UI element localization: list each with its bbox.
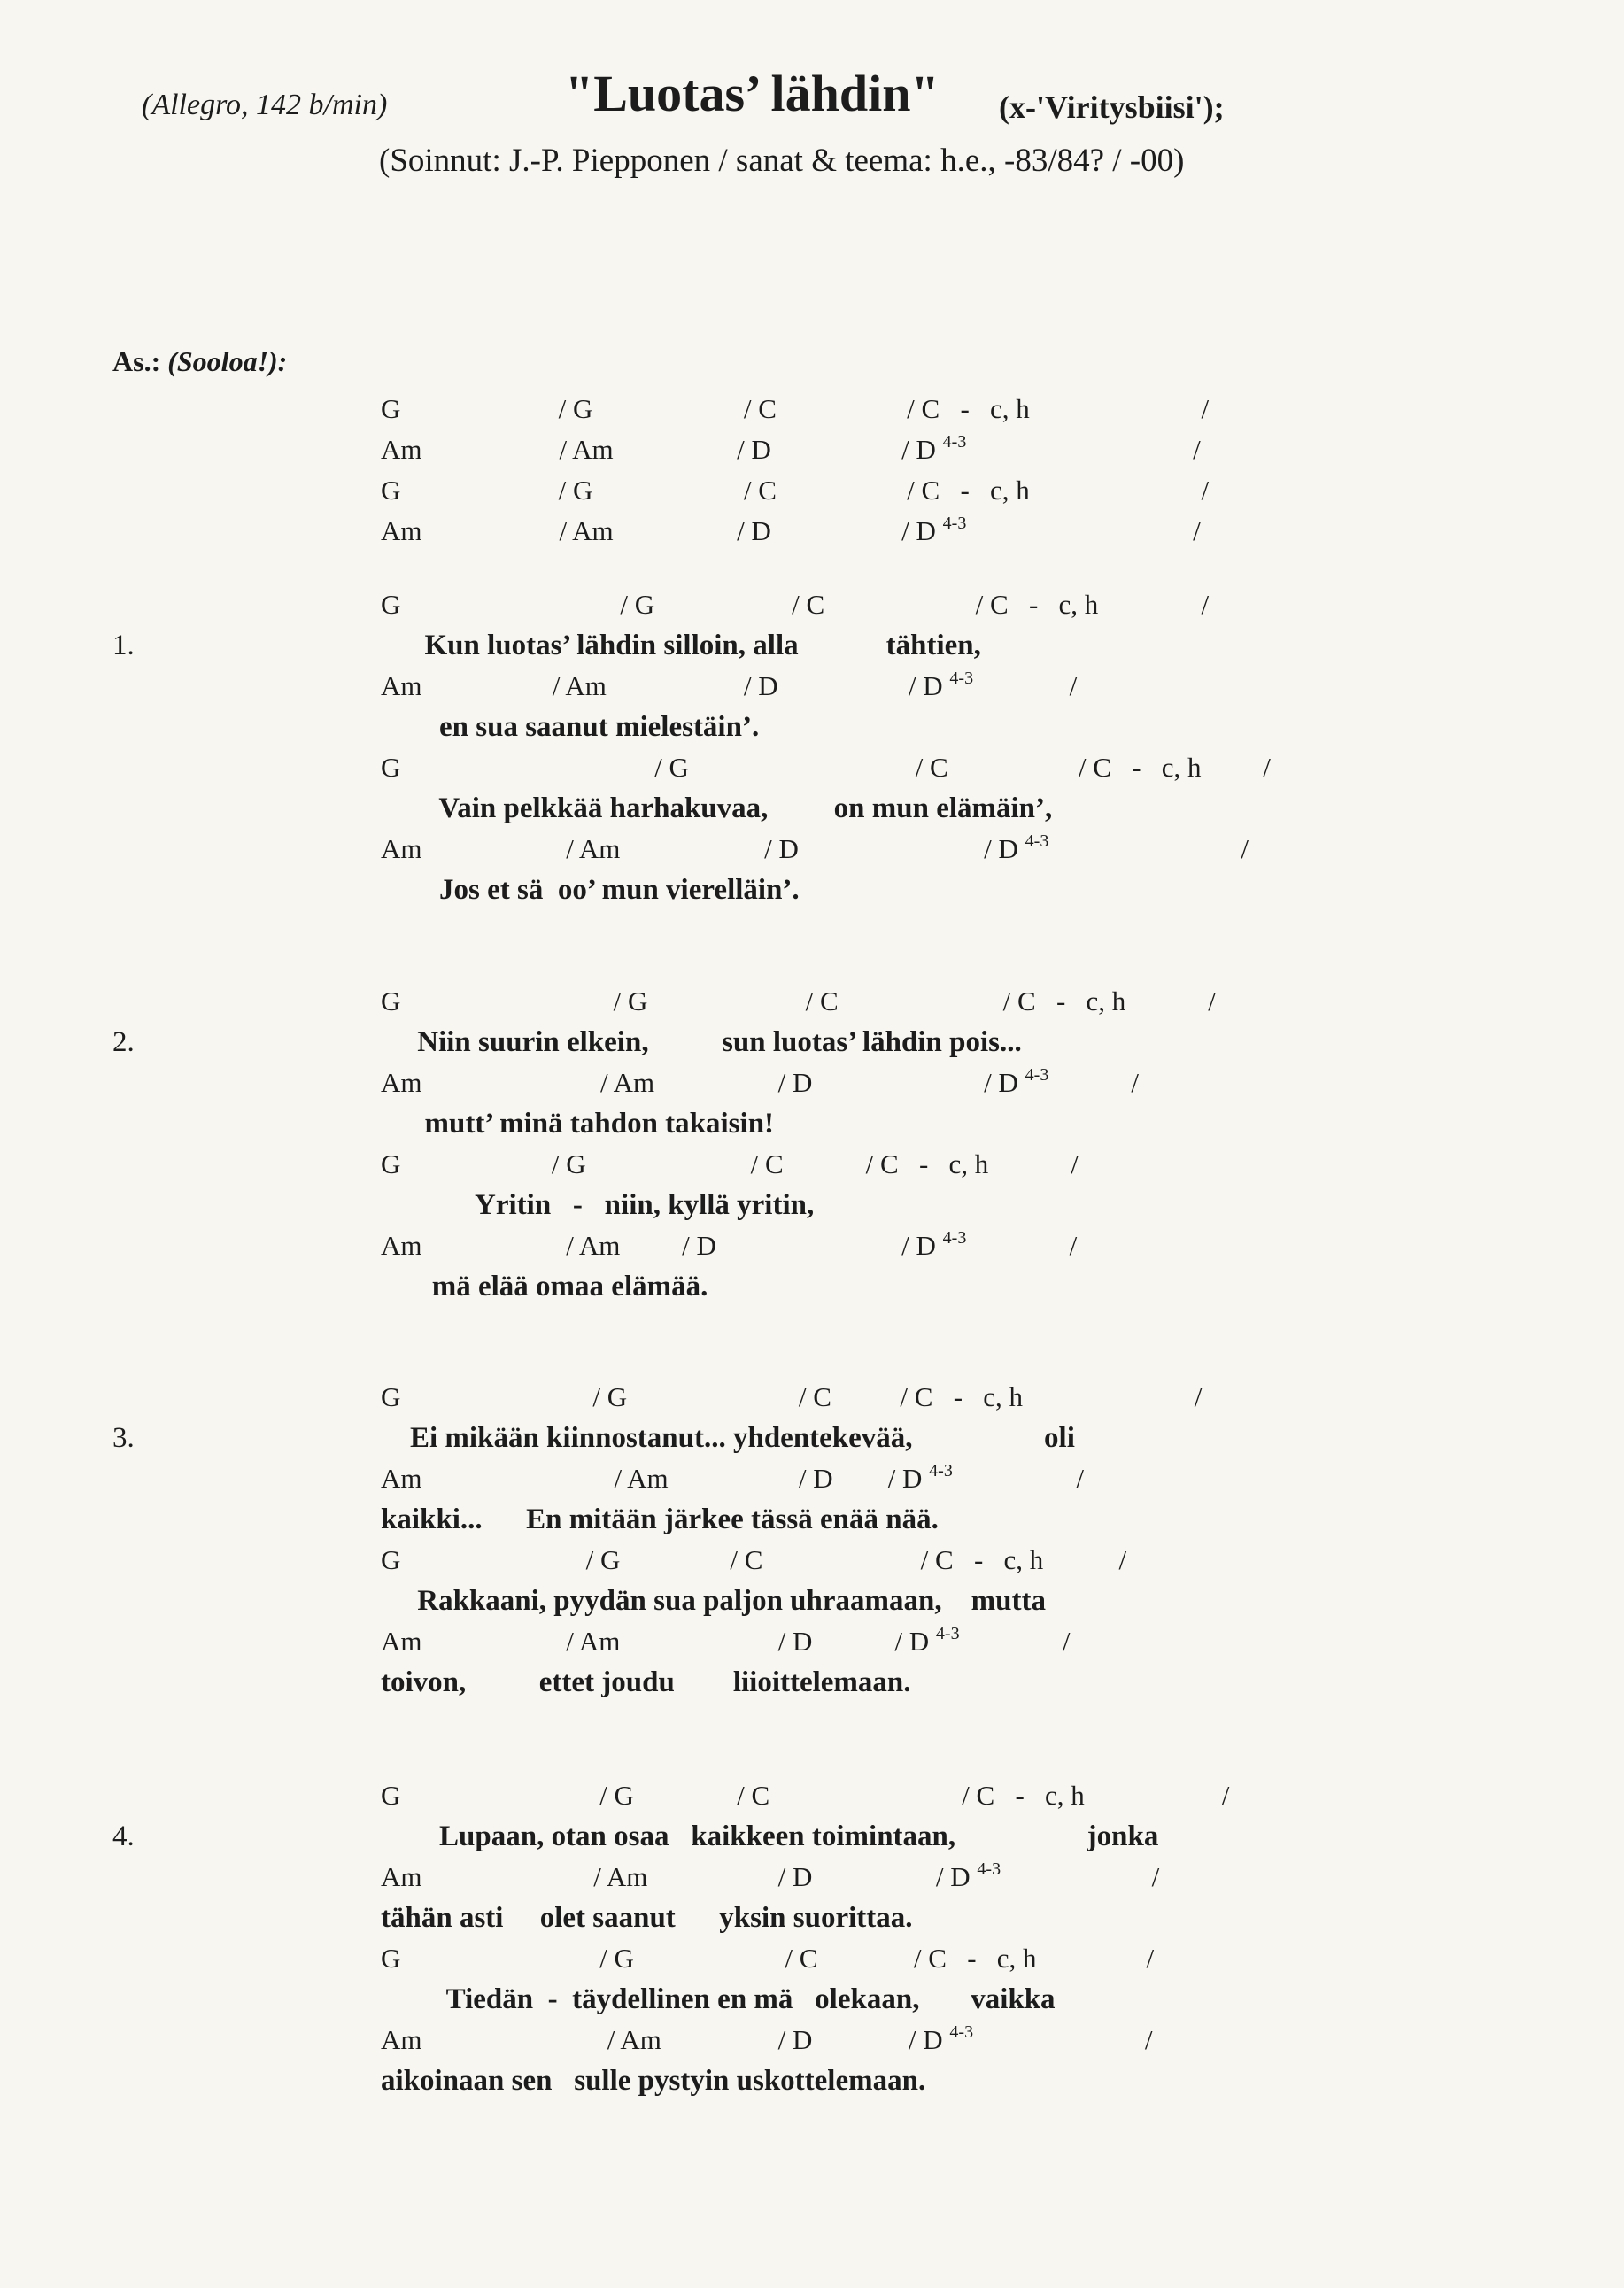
chord-line: G / G / C / C - c, h / bbox=[381, 1943, 1155, 1974]
lyric-line: aikoinaan sen sulle pystyin uskottelemaan. bbox=[381, 2065, 926, 2097]
chord-line: G / G / C / C - c, h / bbox=[381, 752, 1271, 783]
chord-superscript: 4-3 bbox=[942, 431, 967, 452]
song-title: "Luotas’ lähdin" bbox=[565, 65, 940, 122]
chord-superscript: 4-3 bbox=[949, 2021, 974, 2042]
chord-line: Am / Am / D / D $^{4-3}$ / bbox=[381, 1623, 1071, 1657]
chord-superscript: 4-3 bbox=[942, 1227, 967, 1248]
intro-section bbox=[112, 341, 1210, 552]
chord-line: G / G / C / C - c, h / bbox=[381, 1544, 1127, 1575]
intro-label bbox=[112, 341, 287, 382]
chord-superscript: 4-3 bbox=[1025, 1064, 1049, 1085]
chord-line: Am / Am / D / D $^{4-3}$ / bbox=[381, 513, 1201, 546]
song-title-suffix: (x-'Viritysbiisi'); bbox=[999, 89, 1225, 125]
chord-superscript: 4-3 bbox=[929, 1460, 953, 1480]
verse-4-section bbox=[112, 1775, 1230, 2101]
lyric-line: 4. Lupaan, otan osaa kaikkeen toimintaan, jonka bbox=[381, 1816, 1229, 1857]
lyric-line: tähän asti olet saanut yksin suorittaa. bbox=[381, 1902, 913, 1934]
lyric-line: Vain pelkkää harhakuvaa, on mun elämäin’, bbox=[381, 792, 1053, 824]
lyric-line: mä elää omaa elämää. bbox=[381, 1271, 708, 1302]
lyric-line: Tiedän - täydellinen en mä olekaan, vaikka bbox=[381, 1983, 1056, 2015]
lyric-line: mutt’ minä tahdon takaisin! bbox=[381, 1108, 775, 1140]
verse-3-section bbox=[112, 1377, 1203, 1703]
chord-line: G / G / C / C - c, h / bbox=[381, 475, 1210, 506]
verse-number: 2. bbox=[112, 1026, 135, 1058]
lyric-line: 3. Ei mikään kiinnostanut... yhdentekevää, oli bbox=[381, 1418, 1202, 1458]
tempo-marking: (Allegro, 142 b/min) bbox=[142, 89, 388, 121]
lyric-line: 2. Niin suurin elkein, sun luotas’ lähdin pois... bbox=[381, 1022, 1216, 1063]
chord-line: Am / Am / D / D $^{4-3}$ / bbox=[381, 1859, 1160, 1892]
chord-superscript: 4-3 bbox=[935, 1623, 960, 1643]
chord-superscript: 4-3 bbox=[977, 1859, 1001, 1879]
chord-line: G / G / C / C - c, h / bbox=[381, 1780, 1230, 1811]
chord-superscript: 4-3 bbox=[942, 513, 967, 533]
lyric-line: 1. Kun luotas’ lähdin silloin, alla tähtien, bbox=[381, 625, 1271, 666]
verse-2-section bbox=[112, 981, 1216, 1307]
intro-label-solo: (Sooloa!): bbox=[160, 345, 288, 377]
verse-number: 3. bbox=[112, 1422, 135, 1454]
lyric-line: en sua saanut mielestäin’. bbox=[381, 711, 760, 743]
lyric-line: Rakkaani, pyydän sua paljon uhraamaan, mutta bbox=[381, 1585, 1046, 1617]
chord-line: G / G / C / C - c, h / bbox=[381, 1148, 1079, 1179]
credits-line: (Soinnut: J.-P. Piepponen / sanat & teema: h.e., -83/84? / -00) bbox=[379, 143, 1185, 179]
intro-label-prefix: As.: bbox=[112, 345, 161, 377]
chord-line: Am / Am / D / D $^{4-3}$ / bbox=[381, 668, 1078, 701]
lyric-line: Jos et sä oo’ mun vierelläin’. bbox=[381, 874, 800, 906]
chord-line: Am / Am / D / D $^{4-3}$ / bbox=[381, 1460, 1084, 1494]
chord-line: G / G / C / C - c, h / bbox=[381, 986, 1216, 1016]
verse-number: 4. bbox=[112, 1820, 135, 1852]
lyric-line: toivon, ettet joudu liioittelemaan. bbox=[381, 1666, 911, 1698]
lyric-line: Yritin - niin, kyllä yritin, bbox=[381, 1189, 815, 1221]
chord-superscript: 4-3 bbox=[949, 668, 974, 688]
chord-superscript: 4-3 bbox=[1025, 831, 1049, 851]
lyric-line: kaikki... En mitään järkee tässä enää nää. bbox=[381, 1503, 939, 1535]
chord-line: G / G / C / C - c, h / bbox=[381, 1381, 1203, 1412]
chord-line: Am / Am / D / D $^{4-3}$ / bbox=[381, 831, 1249, 864]
chord-line: Am / Am / D / D $^{4-3}$ / bbox=[381, 2021, 1153, 2055]
chord-line: G / G / C / C - c, h / bbox=[381, 589, 1210, 620]
chord-line: Am / Am / D / D $^{4-3}$ / bbox=[381, 431, 1201, 465]
chord-line: Am / Am / D / D $^{4-3}$ / bbox=[381, 1064, 1139, 1098]
verse-1-section bbox=[112, 584, 1271, 910]
chord-line: G / G / C / C - c, h / bbox=[381, 393, 1210, 424]
verse-number: 1. bbox=[112, 630, 135, 661]
chord-line: Am / Am / D / D $^{4-3}$ / bbox=[381, 1227, 1078, 1261]
